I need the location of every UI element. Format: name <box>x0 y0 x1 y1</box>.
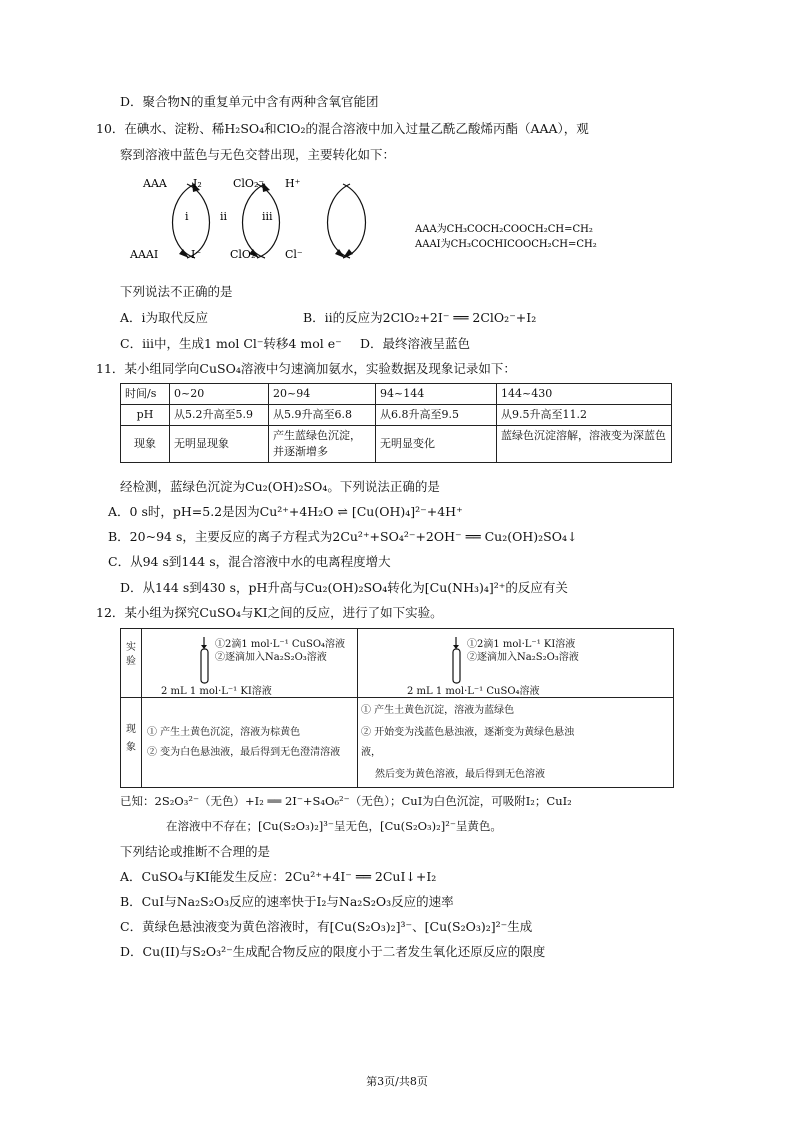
table-cell: 时间/s <box>121 384 170 405</box>
table-cell: 20~94 <box>269 384 376 405</box>
arc-i-left <box>173 184 196 258</box>
q12-question: 下列结论或推断不合理的是 <box>120 844 271 859</box>
table-cell: 94~144 <box>376 384 497 405</box>
right-phen-1: ① 产生土黄色沉淀，溶液为蓝绿色 <box>361 705 515 716</box>
q12-option-c: C．黄绿色悬浊液变为黄色溶液时，有[Cu(S₂O₃)₂]³⁻、[Cu(S₂O₃)₂]²⁻生成 <box>120 919 533 934</box>
q12-option-a: A．CuSO₄与KI能发生反应：2Cu²⁺+4I⁻ ══ 2CuI↓+I₂ <box>120 869 437 884</box>
diagram-bottom-2: ClO₂ <box>230 248 256 261</box>
table-cell: 从6.8升高至9.5 <box>376 405 497 426</box>
q10-stem-line2: 察到溶液中蓝色与无色交替出现，主要转化如下： <box>120 147 396 162</box>
q10-reaction-diagram <box>125 170 765 270</box>
q9-option-d: D．聚合物N的重复单元中含有两种含氧官能团 <box>120 94 379 109</box>
exp-label: 实验 <box>126 642 136 667</box>
right-phen-2b: 液， <box>361 747 381 758</box>
left-step1: ①2滴1 mol·L⁻¹ CuSO₄溶液 <box>215 639 346 650</box>
arc-r-left <box>328 184 351 258</box>
table-cell: 无明显现象 <box>170 426 269 463</box>
diagram-top-2: ClO₂⁻ <box>233 177 265 190</box>
table-row <box>121 384 672 405</box>
right-step1: ①2滴1 mol·L⁻¹ KI溶液 <box>467 639 576 650</box>
diagram-step-i: i <box>185 210 189 223</box>
table-cell: 现象 <box>121 426 170 463</box>
arc-r-right <box>343 184 366 258</box>
table-cell: 产生蓝绿色沉淀，并逐渐增多 <box>269 426 376 463</box>
diagram-step-iii: iii <box>262 210 273 223</box>
table-cell: 无明显变化 <box>376 426 497 463</box>
table-cell: pH <box>121 405 170 426</box>
q10-option-b: B．ii的反应为2ClO₂+2I⁻ ══ 2ClO₂⁻+I₂ <box>303 310 537 325</box>
q10-question: 下列说法不正确的是 <box>120 284 233 299</box>
diagram-top-1: I₂ <box>193 177 202 190</box>
diagram-bottom-3: Cl⁻ <box>285 248 303 261</box>
q11-stem: 11．某小组同学向CuSO₄溶液中匀速滴加氨水，实验数据及现象记录如下： <box>96 361 516 376</box>
table-cell: 0~20 <box>170 384 269 405</box>
q10-stem-line1: 10．在碘水、淀粉、稀H₂SO₄和ClO₂的混合溶液中加入过量乙酰乙酸烯丙酯（AAA），观 <box>96 121 589 136</box>
q12-known-line1: 已知：2S₂O₃²⁻（无色）+I₂ ══ 2I⁻+S₄O₆²⁻（无色）；CuI为白色沉淀，可吸附I₂；CuI₂ <box>120 794 572 808</box>
table-cell: 从9.5升高至11.2 <box>497 405 672 426</box>
table-cell: 蓝绿色沉淀溶解，溶液变为深蓝色 <box>497 426 672 463</box>
q11-data-table <box>120 383 672 463</box>
phen-label: 现象 <box>126 724 136 753</box>
left-phen-1: ① 产生土黄色沉淀，溶液为棕黄色 <box>147 727 301 738</box>
table-row <box>121 426 672 463</box>
q11-note: 经检测，蓝绿色沉淀为Cu₂(OH)₂SO₄。下列说法正确的是 <box>120 479 440 494</box>
q11-option-b: B．20~94 s，主要反应的离子方程式为2Cu²⁺+SO₄²⁻+2OH⁻ ══ Cu₂(OH)₂SO₄↓ <box>108 529 578 544</box>
q12-option-d: D．Cu(II)与S₂O₃²⁻生成配合物反应的限度小于二者发生氧化还原反应的限度 <box>120 944 546 959</box>
table-cell: 144~430 <box>497 384 672 405</box>
q12-stem: 12．某小组为探究CuSO₄与KI之间的反应，进行了如下实验。 <box>96 605 443 620</box>
diagram-top-0: AAA <box>143 177 167 190</box>
q12-known-line2: 在溶液中不存在；[Cu(S₂O₃)₂]³⁻呈无色，[Cu(S₂O₃)₂]²⁻呈黄色。 <box>166 819 502 833</box>
page-footer: 第3页/共8页 <box>366 1075 428 1088</box>
q10-option-c: C．iii中，生成1 mol Cl⁻转移4 mol e⁻ <box>120 336 342 351</box>
diagram-bottom-1: I⁻ <box>191 248 202 261</box>
q12-option-b: B．CuI与Na₂S₂O₃反应的速率快于I₂与Na₂S₂O₃反应的速率 <box>120 894 454 909</box>
q12-experiment-table <box>120 628 674 788</box>
right-phen-2a: ② 开始变为浅蓝色悬浊液，逐渐变为黄绿色悬浊 <box>361 727 575 738</box>
diagram-step-ii: ii <box>220 210 228 223</box>
table-row <box>121 405 672 426</box>
right-tube-label: 2 mL 1 mol·L⁻¹ CuSO₄溶液 <box>407 686 540 697</box>
q10-option-a: A．i为取代反应 <box>120 310 209 325</box>
table-cell: 从5.9升高至6.8 <box>269 405 376 426</box>
legend-aaai: AAAI为CH₃COCHICOOCH₂CH=CH₂ <box>415 239 597 250</box>
right-phen-3: 然后变为黄色溶液，最后得到无色溶液 <box>375 769 545 780</box>
diagram-bottom-0: AAAI <box>130 248 159 261</box>
left-tube-label: 2 mL 1 mol·L⁻¹ KI溶液 <box>161 686 272 697</box>
table-cell: 从5.2升高至5.9 <box>170 405 269 426</box>
legend-aaa: AAA为CH₃COCH₂COOCH₂CH=CH₂ <box>415 224 593 235</box>
q11-option-c: C．从94 s到144 s，混合溶液中水的电离程度增大 <box>108 554 391 569</box>
q10-option-d: D．最终溶液呈蓝色 <box>360 336 471 351</box>
diagram-top-3: H⁺ <box>285 177 301 190</box>
left-step2: ②逐滴加入Na₂S₂O₃溶液 <box>215 652 327 663</box>
arc-i-right <box>187 184 210 258</box>
left-phen-2: ② 变为白色悬浊液，最后得到无色澄清溶液 <box>147 747 341 758</box>
right-step2: ②逐滴加入Na₂S₂O₃溶液 <box>467 652 579 663</box>
q11-option-d: D．从144 s到430 s，pH升高与Cu₂(OH)₂SO₄转化为[Cu(NH₃)₄]²⁺的反应有关 <box>120 580 568 595</box>
q11-option-a: A．0 s时，pH=5.2是因为Cu²⁺+4H₂O ⇌ [Cu(OH)₄]²⁻+4H⁺ <box>108 504 463 519</box>
